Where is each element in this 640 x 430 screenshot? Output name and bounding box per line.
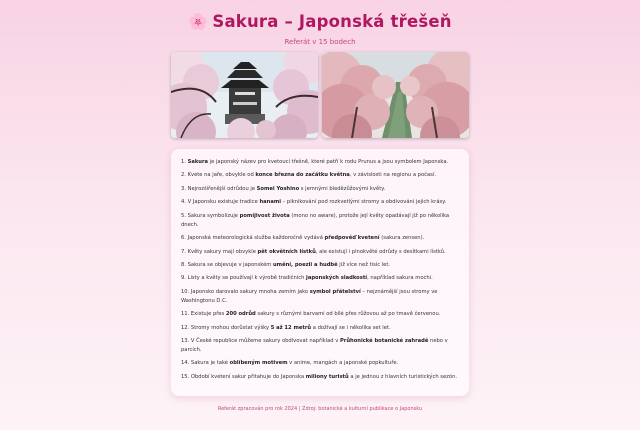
cherry-blossom-icon: 🌸 <box>188 12 209 31</box>
page-subtitle: Referát v 15 bodech <box>284 38 356 46</box>
list-item: 15. Období kvetení sakur přitahuje do Japonska miliony turistů a je jednou z hlavních turistických sezón. <box>181 373 457 380</box>
list-item: 2. Kvete na jaře, obvykle od konce března do začátku května, v závislosti na regionu a počasí. <box>181 172 436 179</box>
list-item: 6. Japonská meteorologická služba každoročně vydává předpověď kvetení (sakura zensen). <box>181 235 425 242</box>
title-text: Sakura – Japonská třešeň <box>212 12 452 31</box>
list-item: 8. Sakura se objevuje v japonském umění, poezii a hudbě již více než tisíc let. <box>181 261 391 268</box>
list-item: 5. Sakura symbolizuje pomíjivost života (mono no aware), protože její květy opadávají již po několika dnech. <box>181 212 450 228</box>
list-item: 13. V České republice můžeme sakury obdivovat například v Průhonické botanické zahradě nebo v parcích. <box>181 338 448 353</box>
river-trees-photo <box>322 52 469 138</box>
list-item: 14. Sakura je také oblíbeným motivem v anime, mangách a japonské popkultuře. <box>181 360 399 367</box>
facts-list <box>181 158 459 381</box>
list-item: 3. Nejrozšířenější odrůdou je Somei Yoshino s jemnými bledězůžovými květy. <box>181 185 386 192</box>
castle-photo <box>171 52 318 138</box>
photo-gallery <box>171 52 469 138</box>
castle-image <box>171 52 318 138</box>
list-item: 10. Japonsko darovalo sakury mnoha zemím jako symbol přátelství – nejznámější jsou stromy ve Washingtonu D.C. <box>181 288 438 304</box>
page-title <box>0 11 640 33</box>
list-item: 1. Sakura je japonský název pro kvetoucí třešně, které patří k rodu Prunus a jsou symbolem Japonska. <box>181 159 449 165</box>
list-item: 9. Listy a květy se používají k výrobě tradičních japonských sladkostí, například sakura mochi. <box>181 275 433 282</box>
page-header <box>0 0 640 46</box>
river-image <box>322 52 469 138</box>
list-item: 7. Květy sakury mají obvykle pět okvětních lístků, ale existují i plnokvěté odrůdy s desítkami lístků. <box>181 248 446 255</box>
list-item: 11. Existuje přes 200 odrůd sakury s různými barvami od bílé přes růžovou až po tmavě červenou. <box>181 311 441 318</box>
list-item: 4. V Japonsku existuje tradice hanami – piknikování pod rozkvetlými stromy a obdivování jejich krásy. <box>181 199 447 206</box>
list-item: 12. Stromy mohou dorůstat výšky 5 až 12 metrů a dožívají se i několika set let. <box>181 324 391 331</box>
report-card <box>171 149 469 396</box>
page-footer: Referát zpracován pro rok 2024 | Zdroj: botanické a kulturní publikace o Japonsku <box>217 406 423 412</box>
